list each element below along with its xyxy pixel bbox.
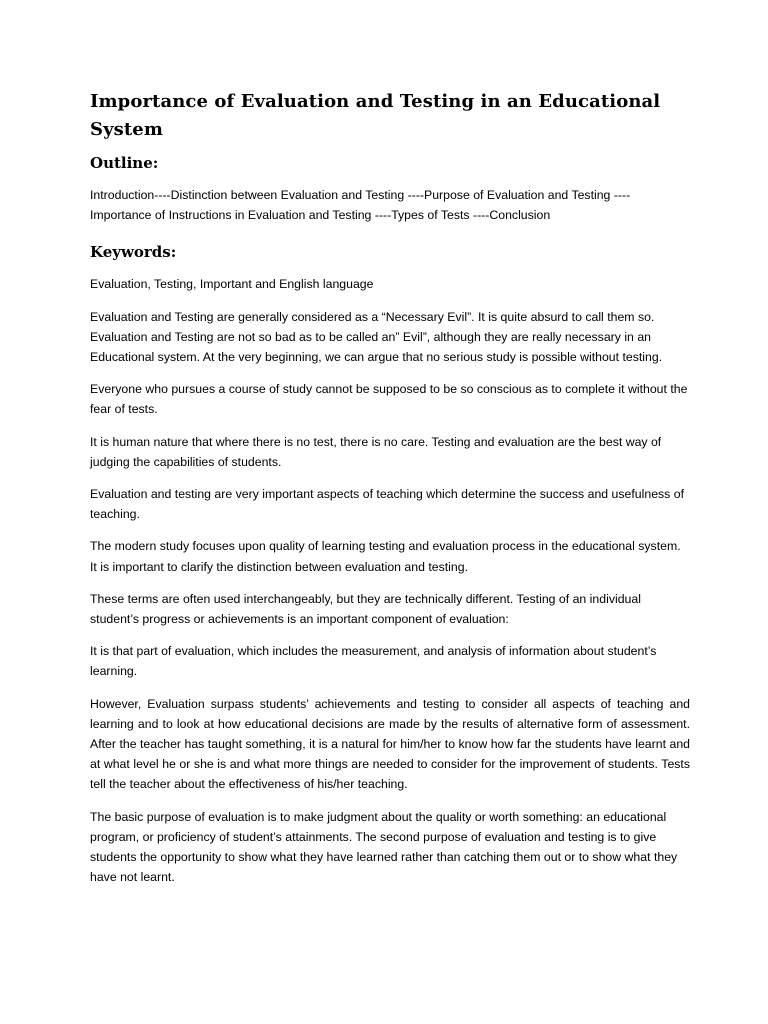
body-paragraph: Evaluation and testing are very important aspects of teaching which determine the success and usefulness of teaching. <box>90 487 685 522</box>
body-paragraph: Evaluation and Testing are generally considered as a “Necessary Evil”. It is quite absurd to call them so. Evaluation and Testing are not so bad as to be called an” Evil”, although they are really necessary in an Educational system. At the very beginning, we can argue that no serious study is possible without testing. <box>90 309 663 365</box>
keywords-text: Evaluation, Testing, Important and English language <box>90 277 374 292</box>
body-paragraph: These terms are often used interchangeably, but they are technically different. Testing of an individual student’s progress or achievements is an important component of evaluation: <box>90 591 641 627</box>
body-paragraph: However, Evaluation surpass students’ achievements and testing to consider all aspects of teaching and learning and to look at how educational decisions are made by the results of alternative form of assessment. After the teacher has taught something, it is a natural for him/her to know how far the students have learnt and at what level he or she is and what more things are needed to consider for the improvement of students. Tests tell the teacher about the effectiveness of his/her teaching. <box>90 696 690 792</box>
outline-text: Introduction----Distinction between Evaluation and Testing ----Purpose of Evaluation and Testing ----Importance of Instructions in Evaluation and Testing ----Types of Tests ----Conclusion <box>90 188 631 223</box>
body-paragraph: The basic purpose of evaluation is to make judgment about the quality or worth something: an educational program, or proficiency of student’s attainments. The second purpose of evaluation and testing is to give students the opportunity to show what they have learned rather than catching them out or to show what they have not learnt. <box>90 809 678 885</box>
body-paragraph: It is human nature that where there is no test, there is no care. Testing and evaluation are the best way of judging the capabilities of students. <box>90 434 662 469</box>
body-paragraph: The modern study focuses upon quality of learning testing and evaluation process in the educational system. It is important to clarify the distinction between evaluation and testing. <box>90 539 681 574</box>
outline-heading: Outline: <box>90 154 159 172</box>
body-paragraph: Everyone who pursues a course of study cannot be supposed to be so conscious as to complete it without the fear of tests. <box>90 382 688 417</box>
document-title: Importance of Evaluation and Testing in an Educational System <box>90 91 661 140</box>
keywords-heading: Keywords: <box>90 243 177 262</box>
document-page <box>90 88 690 899</box>
body-paragraph: It is that part of evaluation, which includes the measurement, and analysis of information about student’s learning. <box>90 644 657 679</box>
